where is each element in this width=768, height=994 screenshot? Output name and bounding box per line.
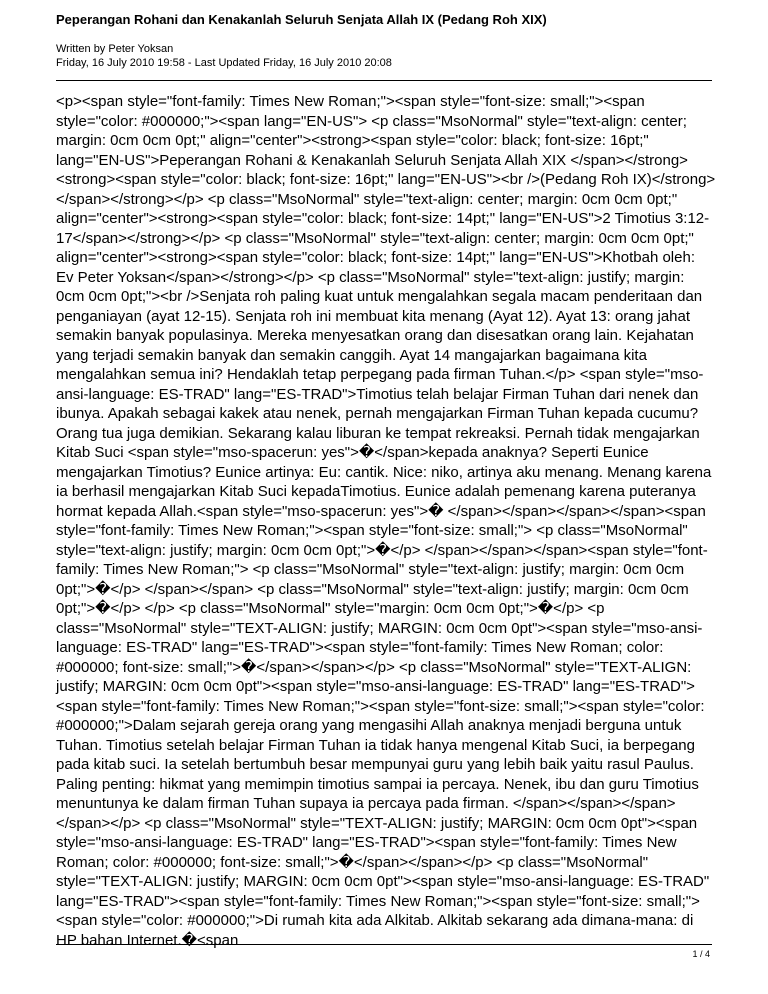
article-raw-html-text: <p><span style="font-family: Times New Roman;"><span style="font-size: small;"><span style="color: #000000;"><span lang="EN-US"> <p class="MsoNormal" style="text-align: center; margin: 0cm 0cm 0pt;" align="center"><strong><span style="color: black; font-size: 16pt;" lang="EN-US">Peperangan Rohani & Kenakanlah Seluruh Senjata Allah XIX </span></strong><strong><span style="color: black; font-size: 16pt;" lang="EN-US"><br />(Pedang Roh IX)</strong></span></strong></p> <p class="MsoNormal" style="text-align: center; margin: 0cm 0cm 0pt;" align="center"><strong><span style="color: black; font-size: 14pt;" lang="EN-US">2 Timotius 3:12-17</span></strong></p> <p class="MsoNormal" style="text-align: center; margin: 0cm 0cm 0pt;" align="center"><strong><span style="color: black; font-size: 14pt;" lang="EN-US">Khotbah oleh: Ev Peter Yoksan</span></strong></p> <p class="MsoNormal" style="text-align: justify; margin: 0cm 0cm 0pt;"><br />Senjata roh paling kuat untuk mengalahkan segala macam penderitaan dan penganiayan (ayat 12-15). Senjata roh ini membuat kita menang (Ayat 12). Ayat 13: orang jahat semakin banyak populasinya. Mereka menyesatkan orang dan disesatkan orang lain. Kejahatan yang terjadi semakin banyak dan semakin canggih. Ayat 14 mangajarkan bagaimana kita mengalahkan semua ini? Hendaklah tetap perpegang pada firman Tuhan.</p> <span style="mso-ansi-language: ES-TRAD" lang="ES-TRAD">Timotius telah belajar Firman Tuhan dari nenek dan ibunya. Apakah sebagai kakek atau nenek, pernah mengajarkan Firman Tuhan kepada cucumu? Orang tua juga demikian. Sekarang kalau liburan ke tempat rekreaksi. Pernah tidak mengajarkan Kitab Suci <span style="mso-spacerun: yes">�</span>kepada anaknya? Seperti Eunice mengajarkan Timotius? Eunice artinya: Eu: cantik. Nice: niko, artinya aku menang. Menang karena ia berhasil mengajarkan Kitab Suci kepadaTimotius. Eunice adalah pemenang karena puteranya hormat kepada Allah.<span style="mso-spacerun: yes">� </span></span></span></span><span style="font-family: Times New Roman;"><span style="font-size: small;"> <p class="MsoNormal" style="text-align: justify; margin: 0cm 0cm 0pt;">�</p> </span></span></span><span style="font-family: Times New Roman;"> <p class="MsoNormal" style="text-align: justify; margin: 0cm 0cm 0pt;">�</p> </span></span> <p class="MsoNormal" style="text-align: justify; margin: 0cm 0cm 0pt;">�</p> </p> <p class="MsoNormal" style="margin: 0cm 0cm 0pt;">�</p> <p class="MsoNormal" style="TEXT-ALIGN: justify; MARGIN: 0cm 0cm 0pt"><span style="mso-ansi-language: ES-TRAD" lang="ES-TRAD"><span style="font-family: Times New Roman; color: #000000; font-size: small;">�</span></span></p> <p class="MsoNormal" style="TEXT-ALIGN: justify; MARGIN: 0cm 0cm 0pt"><span style="mso-ansi-language: ES-TRAD" lang="ES-TRAD"><span style="font-family: Times New Roman;"><span style="font-size: small;"><span style="color: #000000;">Dalam sejarah gereja orang yang mengasihi Allah anaknya menjadi berguna untuk Tuhan. Timotius setelah belajar Firman Tuhan ia tidak hanya mengenal Kitab Suci, ia berpegang pada kitab suci. Ia setelah bertumbuh besar mempunyai guru yang lebih baik yaitu rasul Paulus. Paling penting: hikmat yang memimpin timotius sampai ia percaya. Nenek, ibu dan guru Timotius menuntunya ke dalam firman Tuhan supaya ia percaya pada firman. </span></span></span></span></p> <p class="MsoNormal" style="TEXT-ALIGN: justify; MARGIN: 0cm 0cm 0pt"><span style="mso-ansi-language: ES-TRAD" lang="ES-TRAD"><span style="font-family: Times New Roman; color: #000000; font-size: small;">�</span></span></p> <p class="MsoNormal" style="TEXT-ALIGN: justify; MARGIN: 0cm 0cm 0pt"><span style="mso-ansi-language: ES-TRAD" lang="ES-TRAD"><span style="font-family: Times New Roman;"><span style="font-size: small;"><span style="color: #000000;">Di rumah kita ada Alkitab. Alkitab sekarang ada dimana-mana: di HP bahan Internet.�<span [56,93,716,949]
date-line: Friday, 16 July 2010 19:58 - Last Updated Friday, 16 July 2010 20:08 [56,57,392,69]
article-body [56,92,716,950]
document-title: Peperangan Rohani dan Kenakanlah Seluruh Senjata Allah IX (Pedang Roh XIX) [56,12,547,27]
document-header [56,10,712,70]
header-divider [56,80,712,81]
footer-divider [56,944,712,945]
document-meta [56,42,712,70]
page-number: 1 / 4 [692,949,710,959]
author-line: Written by Peter Yoksan [56,43,174,55]
